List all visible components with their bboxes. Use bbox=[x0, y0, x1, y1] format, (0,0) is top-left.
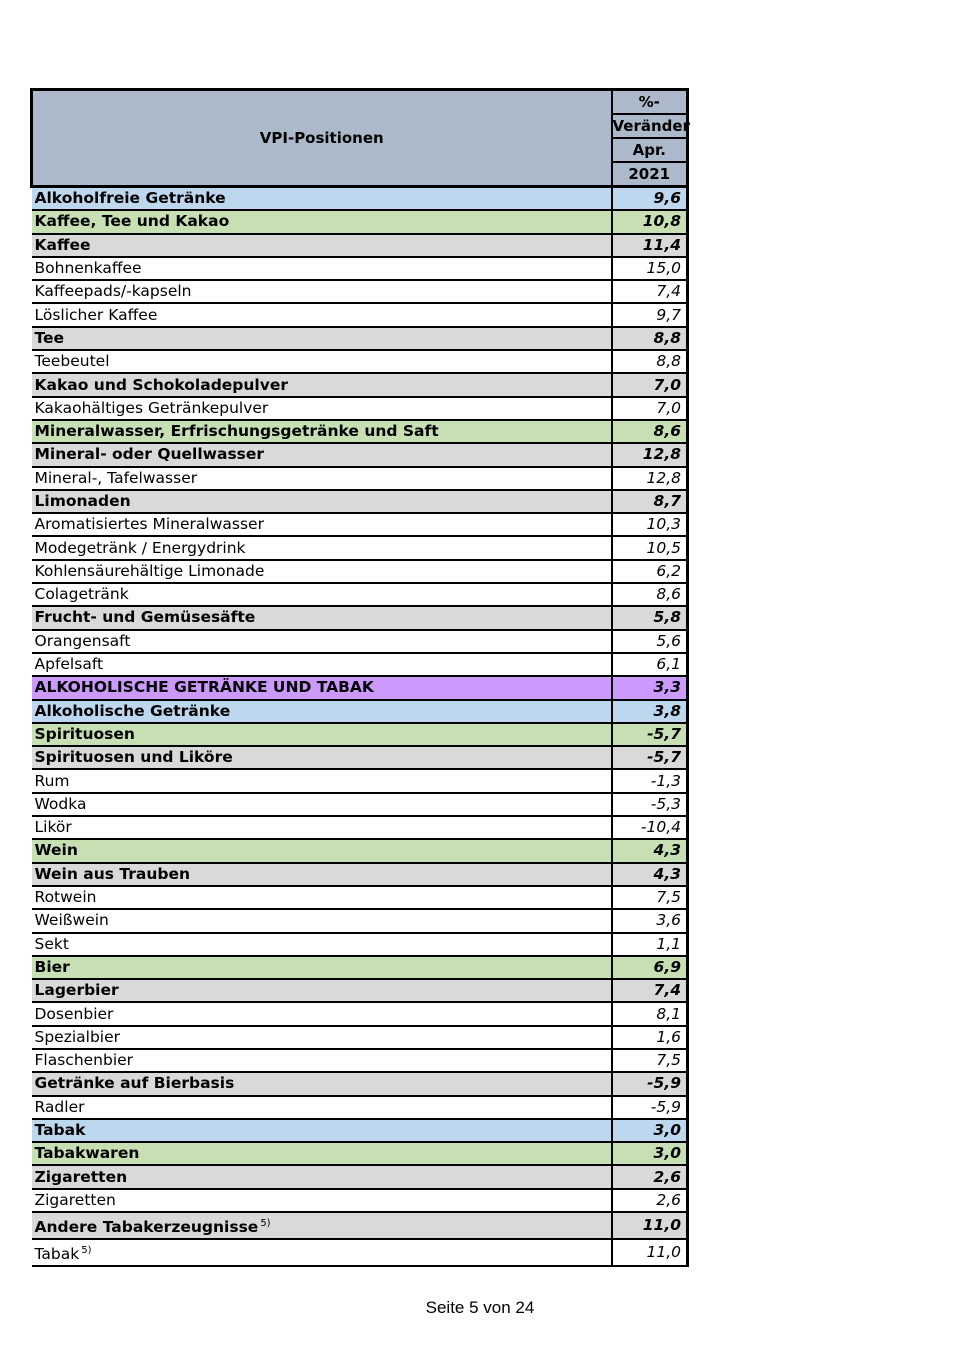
row-label-cell bbox=[32, 280, 612, 303]
row-label-cell bbox=[32, 1165, 612, 1188]
row-label: Alkoholische Getränke bbox=[34, 701, 231, 720]
footnote-marker: 5) bbox=[81, 1245, 92, 1257]
table-row bbox=[32, 630, 688, 653]
row-label: Tee bbox=[34, 328, 65, 347]
table-row bbox=[32, 746, 688, 769]
row-label: Alkoholfreie Getränke bbox=[34, 189, 226, 208]
table-row bbox=[32, 933, 688, 956]
table-row bbox=[32, 210, 688, 233]
row-label: Kohlensäurehältige Limonade bbox=[34, 561, 265, 580]
table-row bbox=[32, 1002, 688, 1025]
table-row bbox=[32, 1165, 688, 1188]
row-label-cell bbox=[32, 467, 612, 490]
row-value: 2,6 bbox=[612, 1189, 688, 1212]
row-value: 6,1 bbox=[612, 653, 688, 676]
row-label: Apfelsaft bbox=[34, 655, 104, 674]
row-value: 6,2 bbox=[612, 560, 688, 583]
row-label-cell bbox=[32, 1142, 612, 1165]
row-label-cell bbox=[32, 560, 612, 583]
table-row bbox=[32, 676, 688, 699]
row-value: 3,0 bbox=[612, 1119, 688, 1142]
row-label-cell bbox=[32, 746, 612, 769]
row-label: Kaffeepads/-kapseln bbox=[34, 282, 192, 301]
row-label-cell bbox=[32, 397, 612, 420]
row-value: -5,3 bbox=[612, 793, 688, 816]
row-label: Löslicher Kaffee bbox=[34, 305, 158, 324]
table-row bbox=[32, 653, 688, 676]
row-label: Kaffee bbox=[34, 235, 91, 254]
row-label-cell bbox=[32, 373, 612, 396]
row-label-cell bbox=[32, 933, 612, 956]
row-label: Modegetränk / Energydrink bbox=[34, 538, 246, 557]
row-value: -1,3 bbox=[612, 769, 688, 792]
table-row bbox=[32, 1119, 688, 1142]
vpi-table bbox=[30, 88, 689, 1267]
row-label: Zigaretten bbox=[34, 1167, 128, 1186]
row-label-cell bbox=[32, 653, 612, 676]
table-row bbox=[32, 839, 688, 862]
row-label-cell bbox=[32, 839, 612, 862]
table-row bbox=[32, 327, 688, 350]
table-row bbox=[32, 280, 688, 303]
row-label-cell bbox=[32, 816, 612, 839]
row-label: Wein aus Trauben bbox=[34, 864, 191, 883]
row-label-cell bbox=[32, 187, 612, 211]
table-row bbox=[32, 234, 688, 257]
row-label: Tabakwaren bbox=[34, 1144, 140, 1163]
column-header-line: Veränder bbox=[612, 114, 688, 138]
row-value: 8,1 bbox=[612, 1002, 688, 1025]
row-label: Sekt bbox=[34, 934, 69, 953]
row-label: Kaffee, Tee und Kakao bbox=[34, 212, 230, 231]
row-label: Wodka bbox=[34, 794, 87, 813]
table-row bbox=[32, 956, 688, 979]
row-value: -5,7 bbox=[612, 723, 688, 746]
row-label: Spezialbier bbox=[34, 1027, 121, 1046]
row-label-cell bbox=[32, 583, 612, 606]
row-label-cell bbox=[32, 700, 612, 723]
row-label: Zigaretten bbox=[34, 1190, 116, 1209]
row-label-cell bbox=[32, 1026, 612, 1049]
table-row bbox=[32, 769, 688, 792]
row-label: Rotwein bbox=[34, 888, 97, 907]
row-value: 1,1 bbox=[612, 933, 688, 956]
row-value: 11,0 bbox=[612, 1239, 688, 1266]
row-label-cell bbox=[32, 420, 612, 443]
row-label-cell bbox=[32, 536, 612, 559]
row-value: 8,8 bbox=[612, 327, 688, 350]
row-value: 11,0 bbox=[612, 1212, 688, 1239]
row-value: 3,0 bbox=[612, 1142, 688, 1165]
table-row bbox=[32, 420, 688, 443]
table-row bbox=[32, 700, 688, 723]
column-header-positions: VPI-Positionen bbox=[32, 90, 612, 187]
row-label: Radler bbox=[34, 1097, 85, 1116]
row-label: Getränke auf Bierbasis bbox=[34, 1074, 235, 1093]
row-value: -5,7 bbox=[612, 746, 688, 769]
row-value: 7,0 bbox=[612, 373, 688, 396]
row-value: 8,7 bbox=[612, 490, 688, 513]
row-label: Orangensaft bbox=[34, 631, 131, 650]
row-value: -5,9 bbox=[612, 1096, 688, 1119]
row-value: 7,5 bbox=[612, 1049, 688, 1072]
row-label: Weißwein bbox=[34, 911, 109, 930]
table-header bbox=[32, 90, 688, 187]
row-label: Dosenbier bbox=[34, 1004, 114, 1023]
table-row bbox=[32, 583, 688, 606]
row-label: Teebeutel bbox=[34, 352, 110, 371]
row-label: Kakao und Schokoladepulver bbox=[34, 375, 289, 394]
row-value: 7,0 bbox=[612, 397, 688, 420]
column-header-line: %- bbox=[612, 90, 688, 115]
row-value: -10,4 bbox=[612, 816, 688, 839]
footnote-marker: 5) bbox=[260, 1218, 271, 1230]
table-row bbox=[32, 257, 688, 280]
row-value: 12,8 bbox=[612, 443, 688, 466]
row-label: Lagerbier bbox=[34, 981, 119, 1000]
row-label-cell bbox=[32, 257, 612, 280]
table-row bbox=[32, 1239, 688, 1266]
table-row bbox=[32, 397, 688, 420]
row-label: Rum bbox=[34, 771, 70, 790]
row-value: 12,8 bbox=[612, 467, 688, 490]
row-label-cell bbox=[32, 234, 612, 257]
table-row bbox=[32, 1189, 688, 1212]
row-label-cell bbox=[32, 1189, 612, 1212]
row-value: 9,6 bbox=[612, 187, 688, 211]
row-label: Flaschenbier bbox=[34, 1051, 134, 1070]
row-value: 6,9 bbox=[612, 956, 688, 979]
table-row bbox=[32, 909, 688, 932]
row-label: Limonaden bbox=[34, 492, 131, 510]
row-value: 4,3 bbox=[612, 863, 688, 886]
column-header-line: Apr. bbox=[612, 138, 688, 162]
row-label: Mineral-, Tafelwasser bbox=[34, 468, 198, 487]
row-value: 15,0 bbox=[612, 257, 688, 280]
row-value: 7,4 bbox=[612, 280, 688, 303]
row-label-cell bbox=[32, 1002, 612, 1025]
row-value: 10,8 bbox=[612, 210, 688, 233]
table-row bbox=[32, 886, 688, 909]
row-value: -5,9 bbox=[612, 1072, 688, 1095]
row-value: 3,8 bbox=[612, 700, 688, 723]
row-label-cell bbox=[32, 863, 612, 886]
row-label: Andere Tabakerzeugnisse bbox=[34, 1218, 259, 1237]
table-row bbox=[32, 560, 688, 583]
row-label-cell bbox=[32, 956, 612, 979]
row-label-cell bbox=[32, 350, 612, 373]
table-row bbox=[32, 490, 688, 513]
row-label-cell bbox=[32, 513, 612, 536]
row-label-cell bbox=[32, 630, 612, 653]
page-number: Seite 5 von 24 bbox=[425, 1298, 535, 1317]
row-label: Kakaohältiges Getränkepulver bbox=[34, 398, 269, 417]
row-label-cell bbox=[32, 210, 612, 233]
table-row bbox=[32, 723, 688, 746]
row-label: Bier bbox=[34, 957, 70, 976]
row-label: ALKOHOLISCHE GETRÄNKE UND TABAK bbox=[34, 678, 374, 697]
row-label-cell bbox=[32, 1096, 612, 1119]
table-row bbox=[32, 793, 688, 816]
row-label: Frucht- und Gemüsesäfte bbox=[34, 608, 256, 627]
row-value: 1,6 bbox=[612, 1026, 688, 1049]
row-value: 8,6 bbox=[612, 420, 688, 443]
row-label: Spirituosen und Liköre bbox=[34, 748, 233, 767]
row-value: 10,3 bbox=[612, 513, 688, 536]
row-value: 10,5 bbox=[612, 536, 688, 559]
row-label-cell bbox=[32, 443, 612, 466]
table-row bbox=[32, 863, 688, 886]
row-label-cell bbox=[32, 1049, 612, 1072]
table-row bbox=[32, 1096, 688, 1119]
row-value: 5,8 bbox=[612, 606, 688, 629]
table-row bbox=[32, 1049, 688, 1072]
row-value: 7,4 bbox=[612, 979, 688, 1002]
row-label-cell bbox=[32, 1212, 612, 1239]
table-row bbox=[32, 373, 688, 396]
row-value: 8,6 bbox=[612, 583, 688, 606]
row-label: Tabak bbox=[34, 1245, 80, 1264]
row-label-cell bbox=[32, 1119, 612, 1142]
table-row bbox=[32, 513, 688, 536]
table-row bbox=[32, 443, 688, 466]
table-row bbox=[32, 467, 688, 490]
row-value: 2,6 bbox=[612, 1165, 688, 1188]
table-row bbox=[32, 350, 688, 373]
row-label-cell bbox=[32, 1239, 612, 1266]
row-label-cell bbox=[32, 909, 612, 932]
row-label-cell bbox=[32, 886, 612, 909]
table-row bbox=[32, 1212, 688, 1239]
table-row bbox=[32, 1072, 688, 1095]
row-label: Wein bbox=[34, 841, 78, 860]
row-value: 3,3 bbox=[612, 676, 688, 699]
row-value: 9,7 bbox=[612, 303, 688, 326]
table-row bbox=[32, 816, 688, 839]
row-label: Aromatisiertes Mineralwasser bbox=[34, 515, 264, 534]
table-row bbox=[32, 606, 688, 629]
row-label: Colagetränk bbox=[34, 585, 129, 604]
row-value: 3,6 bbox=[612, 909, 688, 932]
row-label-cell bbox=[32, 303, 612, 326]
row-label-cell bbox=[32, 676, 612, 699]
table-body bbox=[32, 187, 688, 1267]
row-label-cell bbox=[32, 606, 612, 629]
row-label-cell bbox=[32, 793, 612, 816]
row-label: Tabak bbox=[34, 1121, 86, 1140]
row-label: Bohnenkaffee bbox=[34, 259, 142, 278]
table-row bbox=[32, 1026, 688, 1049]
row-value: 7,5 bbox=[612, 886, 688, 909]
row-value: 11,4 bbox=[612, 234, 688, 257]
table-row bbox=[32, 536, 688, 559]
column-header-line: 2021 bbox=[612, 162, 688, 187]
row-label-cell bbox=[32, 979, 612, 1002]
table-row bbox=[32, 979, 688, 1002]
table-row bbox=[32, 303, 688, 326]
row-value: 4,3 bbox=[612, 839, 688, 862]
row-value: 8,8 bbox=[612, 350, 688, 373]
row-label-cell bbox=[32, 769, 612, 792]
row-label: Likör bbox=[34, 818, 72, 837]
row-label-cell bbox=[32, 723, 612, 746]
row-label-cell bbox=[32, 1072, 612, 1095]
row-label: Spirituosen bbox=[34, 724, 135, 743]
row-label-cell bbox=[32, 327, 612, 350]
row-value: 5,6 bbox=[612, 630, 688, 653]
row-label: Mineral- oder Quellwasser bbox=[34, 445, 265, 464]
table-row bbox=[32, 1142, 688, 1165]
row-label: Mineralwasser, Erfrischungsgetränke und Saft bbox=[34, 422, 439, 441]
table-row bbox=[32, 187, 688, 211]
row-label-cell bbox=[32, 490, 612, 513]
